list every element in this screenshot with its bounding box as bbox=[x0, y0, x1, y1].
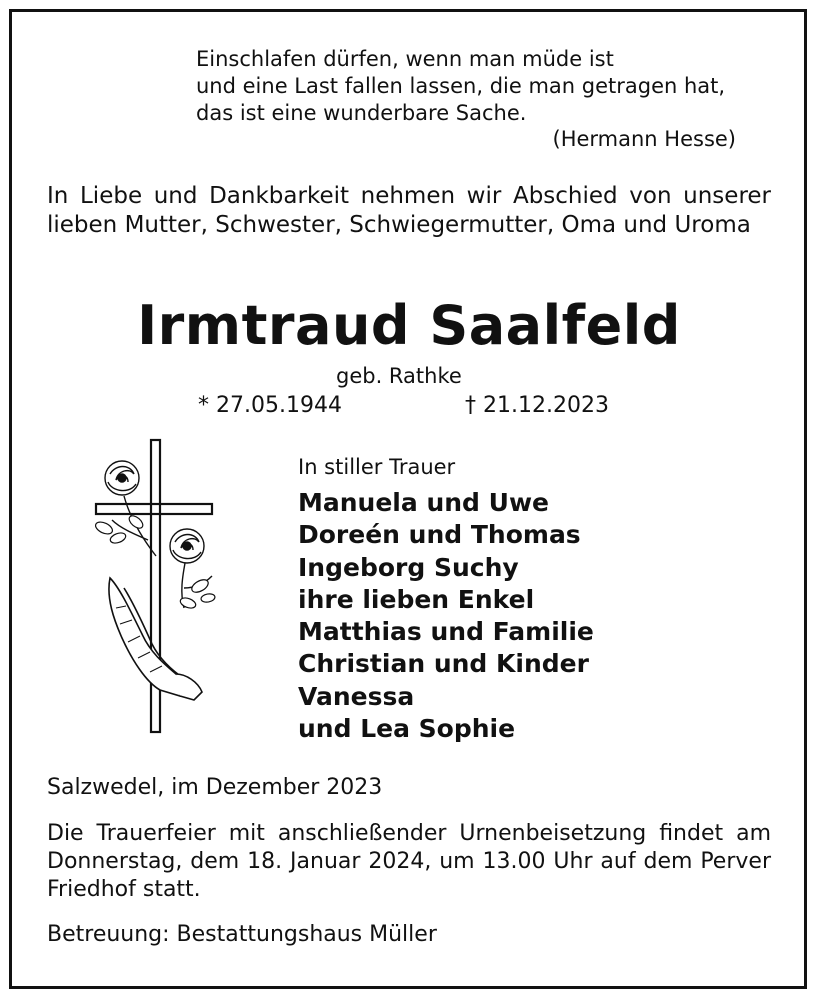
ceremony-details: Die Trauerfeier mit anschließender Urnenbeisetzung findet am Donnerstag, dem 18. Januar 2024, um 13.00 Uhr auf dem Perver Friedhof statt. bbox=[47, 821, 771, 902]
maiden-name: geb. Rathke bbox=[336, 364, 462, 388]
hesse-quote bbox=[196, 46, 725, 127]
mourner-name: Christian und Kinder bbox=[298, 649, 589, 679]
farewell-intro: In Liebe und Dankbarkeit nehmen wir Abschied von unserer lieben Mutter, Schwester, Schwiegermutter, Oma und Uroma bbox=[47, 183, 771, 238]
mourning-intro: In stiller Trauer bbox=[298, 455, 456, 479]
mourner-name: Vanessa bbox=[298, 681, 415, 711]
quote-author: (Hermann Hesse) bbox=[552, 127, 736, 151]
place-and-date: Salzwedel, im Dezember 2023 bbox=[47, 775, 383, 800]
mourner-name: ihre lieben Enkel bbox=[298, 584, 535, 614]
mourner-name: und Lea Sophie bbox=[298, 714, 516, 744]
birth-date: * 27.05.1944 bbox=[198, 393, 342, 418]
deceased-name: Irmtraud Saalfeld bbox=[137, 294, 681, 357]
funeral-home: Betreuung: Bestattungshaus Müller bbox=[47, 922, 437, 947]
mourner-name: Manuela und Uwe bbox=[298, 488, 549, 517]
mourner-name: Ingeborg Suchy bbox=[298, 552, 519, 582]
quote-line: Einschlafen dürfen, wenn man müde ist bbox=[196, 47, 614, 71]
mourner-name: Doreén und Thomas bbox=[298, 520, 581, 550]
cross-roses-praying-hands-icon bbox=[90, 438, 218, 738]
quote-line: das ist eine wunderbare Sache. bbox=[196, 101, 527, 125]
quote-line: und eine Last fallen lassen, die man getragen hat, bbox=[196, 74, 726, 98]
mourner-name: Matthias und Familie bbox=[298, 617, 594, 647]
mourners-list bbox=[298, 487, 594, 745]
death-date: † 21.12.2023 bbox=[465, 393, 609, 418]
